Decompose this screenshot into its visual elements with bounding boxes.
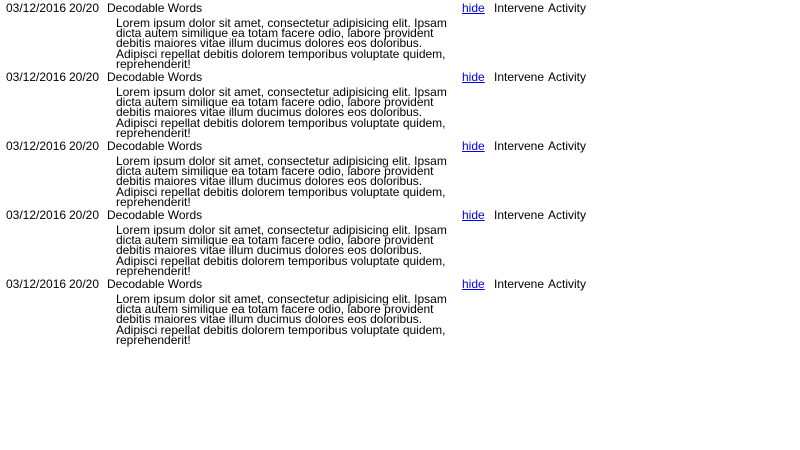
entry-score: 20/20 [69,1,100,15]
hide-link[interactable]: hide [462,208,485,222]
list-item [0,207,800,276]
entry-skill: Decodable Words [107,208,203,222]
entry-score: 20/20 [69,208,100,222]
activity-action[interactable]: Activity [548,208,587,222]
hide-link[interactable]: hide [462,139,485,153]
activity-action[interactable]: Activity [548,277,587,291]
list-item [0,276,800,345]
entry-score: 20/20 [69,277,100,291]
entry-description: Lorem ipsum dolor sit amet, consectetur adipisicing elit. Ipsam dicta autem similique ea totam facere odio, labore provident debitis maiores vitae illum ducimus dolores eos doloribus. Adipisci repellat debitis dolorem temporibus voluptate quidem, reprehenderit! [116,292,447,347]
list-item [0,138,800,207]
entry-date: 03/12/2016 [6,139,67,153]
entry-description: Lorem ipsum dolor sit amet, consectetur adipisicing elit. Ipsam dicta autem similique ea totam facere odio, labore provident debitis maiores vitae illum ducimus dolores eos doloribus. Adipisci repellat debitis dolorem temporibus voluptate quidem, reprehenderit! [116,85,447,140]
entry-description: Lorem ipsum dolor sit amet, consectetur adipisicing elit. Ipsam dicta autem similique ea totam facere odio, labore provident debitis maiores vitae illum ducimus dolores eos doloribus. Adipisci repellat debitis dolorem temporibus voluptate quidem, reprehenderit! [116,223,447,278]
hide-link[interactable]: hide [462,70,485,84]
entry-date: 03/12/2016 [6,70,67,84]
list-item [0,69,800,138]
entry-skill: Decodable Words [107,277,203,291]
entry-score: 20/20 [69,70,100,84]
list-item [0,0,800,69]
activity-action[interactable]: Activity [548,1,587,15]
intervene-action[interactable]: Intervene [494,277,545,291]
entry-date: 03/12/2016 [6,208,67,222]
intervene-action[interactable]: Intervene [494,1,545,15]
entry-date: 03/12/2016 [6,1,67,15]
intervene-action[interactable]: Intervene [494,139,545,153]
entry-skill: Decodable Words [107,1,203,15]
entry-score: 20/20 [69,139,100,153]
activity-action[interactable]: Activity [548,70,587,84]
hide-link[interactable]: hide [462,1,485,15]
intervene-action[interactable]: Intervene [494,70,545,84]
entry-skill: Decodable Words [107,139,203,153]
entry-date: 03/12/2016 [6,277,67,291]
entry-description: Lorem ipsum dolor sit amet, consectetur adipisicing elit. Ipsam dicta autem similique ea totam facere odio, labore provident debitis maiores vitae illum ducimus dolores eos doloribus. Adipisci repellat debitis dolorem temporibus voluptate quidem, reprehenderit! [116,154,447,209]
hide-link[interactable]: hide [462,277,485,291]
entry-description: Lorem ipsum dolor sit amet, consectetur adipisicing elit. Ipsam dicta autem similique ea totam facere odio, labore provident debitis maiores vitae illum ducimus dolores eos doloribus. Adipisci repellat debitis dolorem temporibus voluptate quidem, reprehenderit! [116,16,447,71]
activity-action[interactable]: Activity [548,139,587,153]
entry-skill: Decodable Words [107,70,203,84]
intervene-action[interactable]: Intervene [494,208,545,222]
